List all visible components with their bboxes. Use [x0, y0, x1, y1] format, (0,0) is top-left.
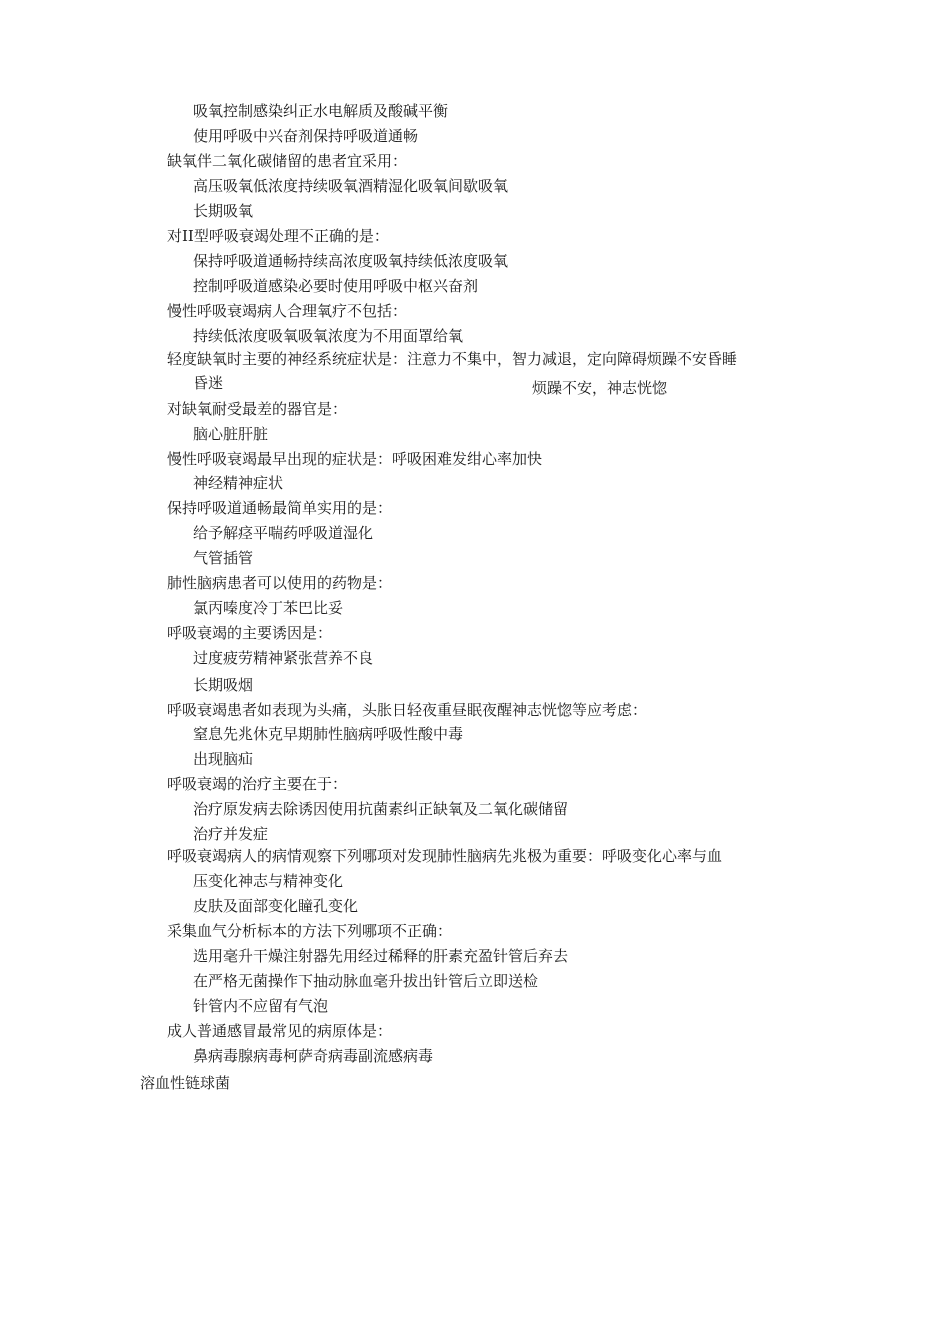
- text-line: 长期吸烟: [193, 676, 254, 694]
- text-line: 压变化神志与精神变化: [193, 872, 344, 890]
- question-line: 保持呼吸道通畅最简单实用的是：: [167, 499, 393, 517]
- overlapping-faint-text: [338, 348, 778, 366]
- question-line: 缺氧伴二氧化碳储留的患者宜采用：: [167, 152, 408, 170]
- text-line: 给予解痉平喘药呼吸道湿化: [193, 524, 374, 542]
- text-line: 使用呼吸中兴奋剂保持呼吸道通畅: [193, 127, 419, 145]
- text-line: 神经精神症状: [193, 474, 284, 492]
- text-line: 长期吸氧: [193, 202, 254, 220]
- text-line: 出现脑疝: [193, 750, 254, 768]
- text-line: 治疗原发病去除诱因使用抗菌素纠正缺氧及二氧化碳储留: [193, 800, 569, 818]
- question-line: 成人普通感冒最常见的病原体是：: [167, 1022, 393, 1040]
- text-line: 吸氧控制感染纠正水电解质及酸碱平衡: [193, 102, 449, 120]
- text-line: 窒息先兆休克早期肺性脑病呼吸性酸中毒: [193, 725, 464, 743]
- question-line: 对II型呼吸衰竭处理不正确的是：: [167, 227, 389, 245]
- text-line: 高压吸氧低浓度持续吸氧酒精湿化吸氧间歇吸氧: [193, 177, 509, 195]
- question-line: 对缺氧耐受最差的器官是：: [167, 400, 348, 418]
- text-line: 持续低浓度吸氧吸氧浓度为不用面罩给氧: [193, 327, 464, 345]
- text-line: 脑心脏肝脏: [193, 425, 269, 443]
- text-line: 针管内不应留有气泡: [193, 997, 329, 1015]
- text-line: 治疗并发症: [193, 825, 269, 843]
- question-line: 呼吸衰竭的治疗主要在于：: [167, 775, 348, 793]
- question-line: 轻度缺氧时主要的神经系统症状是：注意力不集中，智力减退，定向障碍烦躁不安昏睡: [167, 350, 738, 368]
- text-line: 鼻病毒腺病毒柯萨奇病毒副流感病毒: [193, 1047, 434, 1065]
- text-line: 溶血性链球菌: [140, 1074, 231, 1092]
- text-line: 氯丙嗪度冷丁苯巴比妥: [193, 599, 344, 617]
- text-line: 气管插管: [193, 549, 254, 567]
- text-line: 在严格无菌操作下抽动脉血毫升拔出针管后立即送检: [193, 972, 539, 990]
- question-line: 呼吸衰竭病人的病情观察下列哪项对发现肺性脑病先兆极为重要：呼吸变化心率与血: [167, 847, 723, 865]
- text-line: 保持呼吸道通畅持续高浓度吸氧持续低浓度吸氧: [193, 252, 509, 270]
- question-line: 肺性脑病患者可以使用的药物是：: [167, 574, 393, 592]
- text-line: 烦躁不安，神志恍惚: [532, 379, 668, 397]
- text-line: 控制呼吸道感染必要时使用呼吸中枢兴奋剂: [193, 277, 479, 295]
- text-line: 皮肤及面部变化瞳孔变化: [193, 897, 359, 915]
- question-line: 呼吸衰竭患者如表现为头痛，头胀日轻夜重昼眠夜醒神志恍惚等应考虑：: [167, 701, 648, 719]
- question-line: 采集血气分析标本的方法下列哪项不正确：: [167, 922, 453, 940]
- question-line: 慢性呼吸衰竭病人合理氧疗不包括：: [167, 302, 408, 320]
- text-line: 昏迷: [193, 374, 224, 392]
- question-line: 呼吸衰竭的主要诱因是：: [167, 624, 333, 642]
- text-line: 过度疲劳精神紧张营养不良: [193, 649, 374, 667]
- question-line: 慢性呼吸衰竭最早出现的症状是：呼吸困难发绀心率加快: [167, 450, 543, 468]
- text-line: 选用毫升干燥注射器先用经过稀释的肝素充盈针管后弃去: [193, 947, 569, 965]
